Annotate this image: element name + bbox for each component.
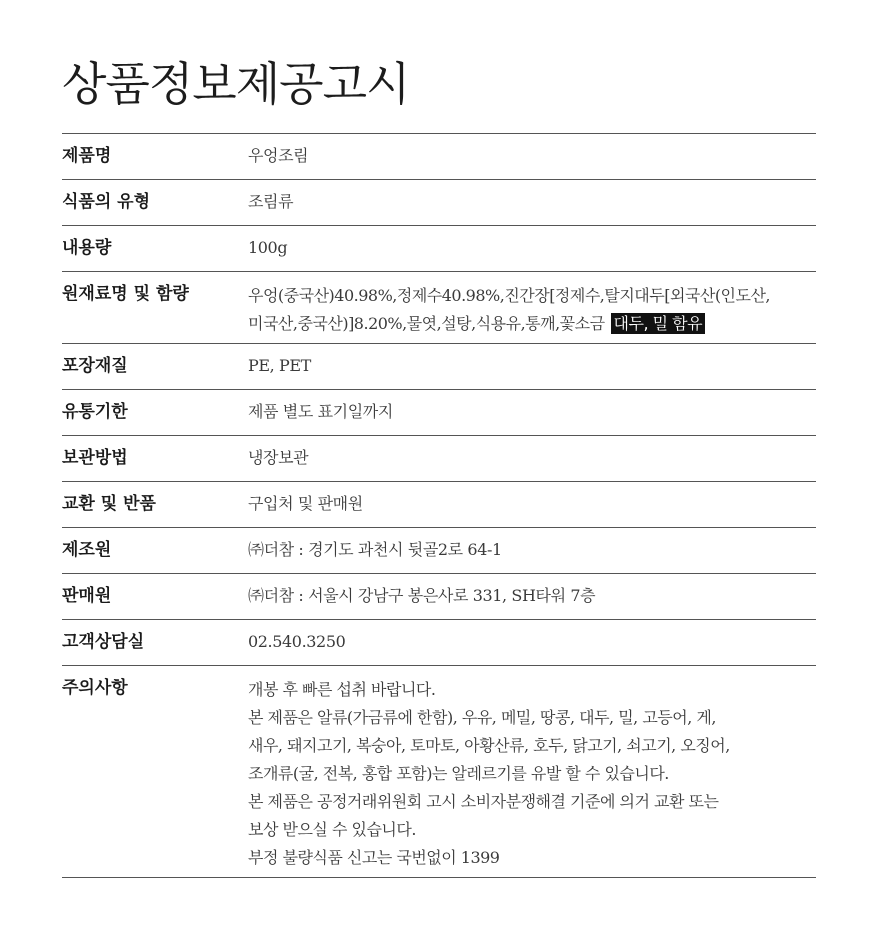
row-label: 내용량	[62, 238, 112, 258]
table-row-caution	[62, 666, 816, 878]
row-value: ㈜더참 : 경기도 과천시 뒷골2로 64-1	[248, 540, 502, 559]
row-value: 100g	[248, 238, 288, 257]
table-row-expiry	[62, 390, 816, 436]
row-value: 냉장보관	[248, 448, 309, 467]
table-row-food-type	[62, 180, 816, 226]
table-row-net-content	[62, 226, 816, 272]
table-row-storage	[62, 436, 816, 482]
info-table	[62, 133, 816, 878]
row-value: PE, PET	[248, 356, 311, 375]
row-value	[248, 272, 816, 343]
caution-line: 보상 받으실 수 있습니다.	[248, 820, 416, 839]
table-row-manufacturer	[62, 528, 816, 574]
row-value: 조림류	[248, 192, 294, 211]
row-value: ㈜더참 : 서울시 강남구 봉은사로 331, SH타워 7층	[248, 586, 596, 605]
row-label: 판매원	[62, 586, 112, 606]
row-value: 구입처 및 판매원	[248, 494, 363, 513]
row-value: 02.540.3250	[248, 632, 346, 651]
caution-line: 본 제품은 공정거래위원회 고시 소비자분쟁해결 기준에 의거 교환 또는	[248, 792, 719, 811]
row-label: 주의사항	[62, 678, 128, 698]
allergen-highlight: 대두, 밀 함유	[611, 313, 706, 334]
caution-line: 본 제품은 알류(가금류에 한함), 우유, 메밀, 땅콩, 대두, 밀, 고등어, 게,	[248, 708, 716, 727]
caution-line: 새우, 돼지고기, 복숭아, 토마토, 아황산류, 호두, 닭고기, 쇠고기, 오징어,	[248, 736, 730, 755]
row-label: 제조원	[62, 540, 112, 560]
caution-line: 조개류(굴, 전복, 홍합 포함)는 알레르기를 유발 할 수 있습니다.	[248, 764, 669, 783]
row-label: 포장재질	[62, 356, 128, 376]
caution-line: 부정 불량식품 신고는 국번없이 1399	[248, 848, 500, 867]
row-label: 제품명	[62, 146, 112, 166]
table-row-customer-service	[62, 620, 816, 666]
row-value: 우엉조림	[248, 146, 309, 165]
table-row-seller	[62, 574, 816, 620]
row-label: 식품의 유형	[62, 192, 151, 212]
row-label: 교환 및 반품	[62, 494, 156, 514]
ingredients-line-wrap	[248, 310, 816, 338]
ingredients-line: 우엉(중국산)40.98%,정제수40.98%,진간장[정제수,탈지대두[외국산(인도산,	[248, 286, 771, 305]
table-row-packaging	[62, 344, 816, 390]
table-row-ingredients	[62, 272, 816, 344]
row-label: 원재료명 및 함량	[62, 284, 189, 304]
row-value: 제품 별도 표기일까지	[248, 402, 393, 421]
table-row-product-name	[62, 134, 816, 180]
page-title: 상품정보제공고시	[62, 57, 410, 111]
caution-line: 개봉 후 빠른 섭취 바랍니다.	[248, 680, 436, 699]
row-label: 유통기한	[62, 402, 128, 422]
row-label: 고객상담실	[62, 632, 145, 652]
row-label: 보관방법	[62, 448, 128, 468]
row-value	[248, 666, 816, 877]
ingredients-line: 미국산,중국산)]8.20%,물엿,설탕,식용유,통깨,꽃소금	[248, 314, 605, 333]
table-row-exchange	[62, 482, 816, 528]
